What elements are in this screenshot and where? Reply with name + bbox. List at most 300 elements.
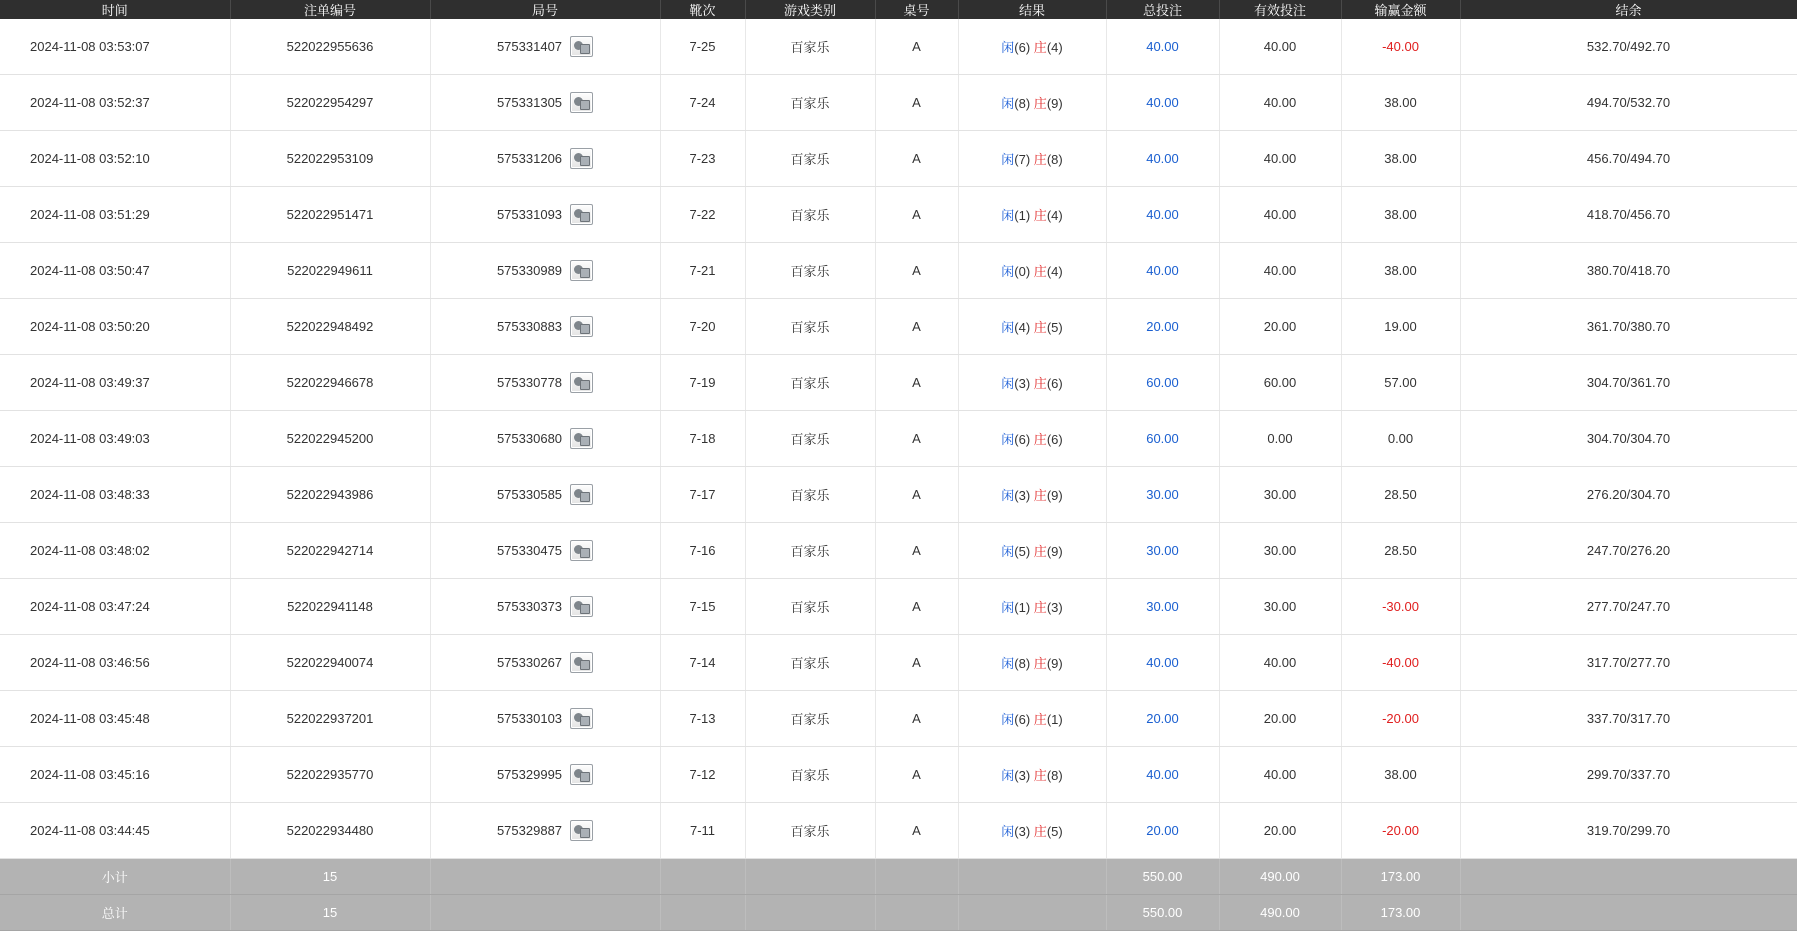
cell-game-type: 百家乐 [745,299,875,355]
round-number: 575330373 [496,599,563,614]
cell-result [958,299,1106,355]
cell-round [430,299,660,355]
cell-shoe: 7-13 [660,691,745,747]
result-player-label: 闲 [1001,432,1015,447]
result-player-points: (3) [1014,376,1034,391]
video-replay-icon[interactable] [570,204,593,225]
cell-round [430,467,660,523]
cell-shoe: 7-14 [660,635,745,691]
cell-order-number: 522022934480 [230,803,430,859]
result-player-label: 闲 [1001,712,1015,727]
cell-balance: 299.70/337.70 [1460,747,1797,803]
table-body [0,19,1797,931]
result-banker-label: 庄 [1033,40,1047,55]
cell-win-loss: 19.00 [1341,299,1460,355]
round-number: 575330585 [496,487,563,502]
cell-table-id: A [875,187,958,243]
table-row [0,131,1797,187]
result-player-points: (6) [1014,40,1034,55]
round-number: 575330778 [496,375,563,390]
cell-order-number: 522022946678 [230,355,430,411]
cell-round [430,579,660,635]
cell-round [430,747,660,803]
cell-shoe: 7-25 [660,19,745,75]
cell-balance: 532.70/492.70 [1460,19,1797,75]
cell-result [958,747,1106,803]
table-row [0,243,1797,299]
round-number: 575331093 [496,207,563,222]
result-banker-points: (4) [1046,208,1063,223]
cell-time: 2024-11-08 03:47:24 [0,579,230,635]
table-row [0,691,1797,747]
cell-win-loss: -20.00 [1341,691,1460,747]
cell-result [958,75,1106,131]
cell-round [430,187,660,243]
cell-valid-bet: 40.00 [1219,75,1341,131]
cell-game-type: 百家乐 [745,411,875,467]
result-banker-label: 庄 [1033,656,1047,671]
result-player-points: (0) [1014,264,1034,279]
cell-shoe: 7-24 [660,75,745,131]
table-row [0,523,1797,579]
cell-win-loss: 28.50 [1341,523,1460,579]
cell-time: 2024-11-08 03:53:07 [0,19,230,75]
column-header-table[interactable]: 桌号 [875,0,958,19]
cell-table-id: A [875,691,958,747]
cell-total-bet: 40.00 [1106,243,1219,299]
cell-table-id: A [875,803,958,859]
cell-valid-bet: 40.00 [1219,19,1341,75]
round-number: 575330103 [496,711,563,726]
grandtotal-blank-shoe [660,895,745,931]
result-player-points: (6) [1014,712,1034,727]
cell-win-loss: 28.50 [1341,467,1460,523]
cell-time: 2024-11-08 03:49:37 [0,355,230,411]
cell-round [430,411,660,467]
cell-result [958,467,1106,523]
video-replay-icon[interactable] [570,148,593,169]
cell-game-type: 百家乐 [745,131,875,187]
result-player-label: 闲 [1001,656,1015,671]
column-header-order[interactable]: 注单编号 [230,0,430,19]
result-player-points: (7) [1014,152,1034,167]
cell-valid-bet: 40.00 [1219,187,1341,243]
result-banker-label: 庄 [1033,432,1047,447]
cell-balance: 418.70/456.70 [1460,187,1797,243]
cell-win-loss: 38.00 [1341,131,1460,187]
video-replay-icon[interactable] [570,652,593,673]
cell-table-id: A [875,355,958,411]
cell-balance: 276.20/304.70 [1460,467,1797,523]
subtotal-total-bet: 550.00 [1106,859,1219,895]
result-banker-label: 庄 [1033,712,1047,727]
result-banker-points: (8) [1046,152,1063,167]
video-replay-icon[interactable] [570,260,593,281]
table-row [0,747,1797,803]
grandtotal-count: 15 [230,895,430,931]
cell-table-id: A [875,635,958,691]
cell-balance: 304.70/304.70 [1460,411,1797,467]
result-player-label: 闲 [1001,264,1015,279]
video-replay-icon[interactable] [570,428,593,449]
cell-time: 2024-11-08 03:50:20 [0,299,230,355]
cell-game-type: 百家乐 [745,803,875,859]
column-header-game[interactable]: 游戏类别 [745,0,875,19]
cell-total-bet: 30.00 [1106,579,1219,635]
subtotal-blank-balance [1460,859,1797,895]
cell-table-id: A [875,299,958,355]
cell-result [958,691,1106,747]
cell-time: 2024-11-08 03:46:56 [0,635,230,691]
round-number: 575329995 [496,767,563,782]
cell-result [958,19,1106,75]
result-banker-label: 庄 [1033,544,1047,559]
table-row [0,75,1797,131]
cell-order-number: 522022954297 [230,75,430,131]
cell-round [430,131,660,187]
round-number: 575329887 [496,823,563,838]
result-banker-points: (1) [1046,712,1063,727]
video-replay-icon[interactable] [570,36,593,57]
cell-total-bet: 40.00 [1106,635,1219,691]
cell-round [430,243,660,299]
cell-total-bet: 40.00 [1106,19,1219,75]
cell-shoe: 7-12 [660,747,745,803]
subtotal-blank-shoe [660,859,745,895]
cell-balance: 304.70/361.70 [1460,355,1797,411]
cell-valid-bet: 30.00 [1219,467,1341,523]
cell-win-loss: 38.00 [1341,75,1460,131]
cell-total-bet: 30.00 [1106,523,1219,579]
cell-valid-bet: 40.00 [1219,131,1341,187]
table-row [0,19,1797,75]
result-player-label: 闲 [1001,208,1015,223]
cell-order-number: 522022942714 [230,523,430,579]
cell-order-number: 522022951471 [230,187,430,243]
cell-valid-bet: 30.00 [1219,523,1341,579]
video-replay-icon[interactable] [570,540,593,561]
cell-order-number: 522022955636 [230,19,430,75]
cell-valid-bet: 30.00 [1219,579,1341,635]
result-banker-label: 庄 [1033,824,1047,839]
cell-result [958,803,1106,859]
cell-time: 2024-11-08 03:49:03 [0,411,230,467]
cell-result [958,355,1106,411]
cell-shoe: 7-20 [660,299,745,355]
result-banker-points: (9) [1046,544,1063,559]
result-banker-points: (5) [1046,824,1063,839]
grandtotal-blank-balance [1460,895,1797,931]
cell-win-loss: 38.00 [1341,187,1460,243]
cell-result [958,187,1106,243]
cell-game-type: 百家乐 [745,635,875,691]
cell-game-type: 百家乐 [745,691,875,747]
cell-valid-bet: 20.00 [1219,803,1341,859]
result-banker-label: 庄 [1033,152,1047,167]
grandtotal-blank-round [430,895,660,931]
cell-time: 2024-11-08 03:50:47 [0,243,230,299]
cell-game-type: 百家乐 [745,355,875,411]
cell-table-id: A [875,747,958,803]
cell-win-loss: -40.00 [1341,19,1460,75]
result-player-label: 闲 [1001,40,1015,55]
cell-total-bet: 30.00 [1106,467,1219,523]
cell-valid-bet: 20.00 [1219,691,1341,747]
cell-win-loss: -20.00 [1341,803,1460,859]
result-banker-label: 庄 [1033,96,1047,111]
cell-total-bet: 20.00 [1106,691,1219,747]
cell-valid-bet: 40.00 [1219,243,1341,299]
video-replay-icon[interactable] [570,764,593,785]
cell-time: 2024-11-08 03:45:16 [0,747,230,803]
cell-total-bet: 40.00 [1106,187,1219,243]
cell-balance: 494.70/532.70 [1460,75,1797,131]
cell-shoe: 7-18 [660,411,745,467]
table-row [0,803,1797,859]
result-player-label: 闲 [1001,488,1015,503]
result-player-points: (3) [1014,768,1034,783]
table-header [0,0,1797,19]
column-header-balance[interactable]: 结余 [1460,0,1797,19]
cell-order-number: 522022949611 [230,243,430,299]
result-banker-label: 庄 [1033,320,1047,335]
result-player-points: (4) [1014,320,1034,335]
cell-order-number: 522022945200 [230,411,430,467]
cell-table-id: A [875,19,958,75]
cell-time: 2024-11-08 03:51:29 [0,187,230,243]
cell-game-type: 百家乐 [745,187,875,243]
result-banker-label: 庄 [1033,600,1047,615]
result-banker-points: (9) [1046,96,1063,111]
subtotal-label: 小计 [0,859,230,895]
cell-round [430,635,660,691]
cell-order-number: 522022953109 [230,131,430,187]
cell-table-id: A [875,467,958,523]
cell-shoe: 7-21 [660,243,745,299]
result-banker-points: (9) [1046,488,1063,503]
subtotal-blank-game [745,859,875,895]
video-replay-icon[interactable] [570,484,593,505]
cell-table-id: A [875,131,958,187]
subtotal-valid-bet: 490.00 [1219,859,1341,895]
result-banker-label: 庄 [1033,264,1047,279]
cell-shoe: 7-17 [660,467,745,523]
video-replay-icon[interactable] [570,708,593,729]
result-banker-label: 庄 [1033,768,1047,783]
cell-time: 2024-11-08 03:48:33 [0,467,230,523]
cell-table-id: A [875,243,958,299]
cell-time: 2024-11-08 03:52:10 [0,131,230,187]
cell-table-id: A [875,411,958,467]
cell-result [958,411,1106,467]
cell-result [958,579,1106,635]
grandtotal-win-loss: 173.00 [1341,895,1460,931]
cell-time: 2024-11-08 03:45:48 [0,691,230,747]
cell-table-id: A [875,75,958,131]
cell-order-number: 522022943986 [230,467,430,523]
cell-order-number: 522022941148 [230,579,430,635]
column-header-valid-bet[interactable]: 有效投注 [1219,0,1341,19]
cell-win-loss: 38.00 [1341,747,1460,803]
cell-balance: 277.70/247.70 [1460,579,1797,635]
cell-balance: 337.70/317.70 [1460,691,1797,747]
video-replay-icon[interactable] [570,596,593,617]
video-replay-icon[interactable] [570,92,593,113]
video-replay-icon[interactable] [570,316,593,337]
subtotal-blank-round [430,859,660,895]
cell-round [430,75,660,131]
result-player-points: (8) [1014,656,1034,671]
cell-round [430,355,660,411]
result-banker-points: (6) [1046,376,1063,391]
cell-shoe: 7-23 [660,131,745,187]
cell-balance: 247.70/276.20 [1460,523,1797,579]
cell-total-bet: 60.00 [1106,355,1219,411]
cell-total-bet: 40.00 [1106,131,1219,187]
cell-shoe: 7-19 [660,355,745,411]
result-banker-points: (8) [1046,768,1063,783]
cell-order-number: 522022940074 [230,635,430,691]
grandtotal-blank-result [958,895,1106,931]
grandtotal-label: 总计 [0,895,230,931]
cell-round [430,803,660,859]
table-header-row [0,0,1797,19]
cell-win-loss: -40.00 [1341,635,1460,691]
cell-result [958,131,1106,187]
cell-round [430,691,660,747]
cell-balance: 319.70/299.70 [1460,803,1797,859]
result-banker-points: (5) [1046,320,1063,335]
table-row [0,299,1797,355]
cell-order-number: 522022935770 [230,747,430,803]
cell-valid-bet: 0.00 [1219,411,1341,467]
table-row [0,411,1797,467]
cell-shoe: 7-16 [660,523,745,579]
cell-total-bet: 40.00 [1106,747,1219,803]
cell-shoe: 7-15 [660,579,745,635]
cell-win-loss: 57.00 [1341,355,1460,411]
cell-valid-bet: 20.00 [1219,299,1341,355]
round-number: 575330475 [496,543,563,558]
round-number: 575331407 [496,39,563,54]
cell-game-type: 百家乐 [745,523,875,579]
result-banker-label: 庄 [1033,488,1047,503]
cell-time: 2024-11-08 03:52:37 [0,75,230,131]
result-player-points: (8) [1014,96,1034,111]
result-player-points: (5) [1014,544,1034,559]
cell-time: 2024-11-08 03:44:45 [0,803,230,859]
grandtotal-blank-game [745,895,875,931]
column-header-round[interactable]: 局号 [430,0,660,19]
video-replay-icon[interactable] [570,820,593,841]
cell-valid-bet: 60.00 [1219,355,1341,411]
result-banker-label: 庄 [1033,208,1047,223]
cell-game-type: 百家乐 [745,579,875,635]
round-number: 575330267 [496,655,563,670]
cell-valid-bet: 40.00 [1219,747,1341,803]
cell-total-bet: 20.00 [1106,299,1219,355]
cell-valid-bet: 40.00 [1219,635,1341,691]
result-player-points: (1) [1014,600,1034,615]
cell-balance: 380.70/418.70 [1460,243,1797,299]
subtotal-blank-table [875,859,958,895]
subtotal-row [0,859,1797,895]
table-row [0,579,1797,635]
result-player-label: 闲 [1001,152,1015,167]
subtotal-count: 15 [230,859,430,895]
result-player-label: 闲 [1001,824,1015,839]
cell-game-type: 百家乐 [745,19,875,75]
subtotal-blank-result [958,859,1106,895]
cell-round [430,19,660,75]
table-row [0,467,1797,523]
result-player-label: 闲 [1001,768,1015,783]
result-banker-label: 庄 [1033,376,1047,391]
result-player-points: (6) [1014,432,1034,447]
result-player-points: (3) [1014,488,1034,503]
result-player-label: 闲 [1001,376,1015,391]
cell-table-id: A [875,579,958,635]
cell-game-type: 百家乐 [745,75,875,131]
result-player-label: 闲 [1001,544,1015,559]
result-player-label: 闲 [1001,600,1015,615]
result-player-label: 闲 [1001,96,1015,111]
round-number: 575330680 [496,431,563,446]
cell-order-number: 522022948492 [230,299,430,355]
result-banker-points: (6) [1046,432,1063,447]
column-header-result[interactable]: 结果 [958,0,1106,19]
grandtotal-total-bet: 550.00 [1106,895,1219,931]
result-player-points: (1) [1014,208,1034,223]
cell-result [958,635,1106,691]
cell-order-number: 522022937201 [230,691,430,747]
cell-shoe: 7-11 [660,803,745,859]
subtotal-win-loss: 173.00 [1341,859,1460,895]
column-header-time[interactable]: 时间 [0,0,230,19]
cell-balance: 361.70/380.70 [1460,299,1797,355]
cell-time: 2024-11-08 03:48:02 [0,523,230,579]
grandtotal-blank-table [875,895,958,931]
cell-game-type: 百家乐 [745,747,875,803]
cell-result [958,523,1106,579]
round-number: 575331305 [496,95,563,110]
cell-total-bet: 40.00 [1106,75,1219,131]
round-number: 575331206 [496,151,563,166]
cell-shoe: 7-22 [660,187,745,243]
cell-win-loss: 0.00 [1341,411,1460,467]
cell-total-bet: 60.00 [1106,411,1219,467]
cell-win-loss: -30.00 [1341,579,1460,635]
round-number: 575330883 [496,319,563,334]
column-header-win-loss[interactable]: 输赢金额 [1341,0,1460,19]
cell-balance: 317.70/277.70 [1460,635,1797,691]
column-header-shoe[interactable]: 靴次 [660,0,745,19]
video-replay-icon[interactable] [570,372,593,393]
result-player-label: 闲 [1001,320,1015,335]
table-row [0,355,1797,411]
cell-total-bet: 20.00 [1106,803,1219,859]
table-row [0,635,1797,691]
cell-game-type: 百家乐 [745,467,875,523]
round-number: 575330989 [496,263,563,278]
result-banker-points: (9) [1046,656,1063,671]
result-banker-points: (3) [1046,600,1063,615]
cell-game-type: 百家乐 [745,243,875,299]
result-banker-points: (4) [1046,264,1063,279]
cell-table-id: A [875,523,958,579]
grandtotal-row [0,895,1797,931]
column-header-total-bet[interactable]: 总投注 [1106,0,1219,19]
